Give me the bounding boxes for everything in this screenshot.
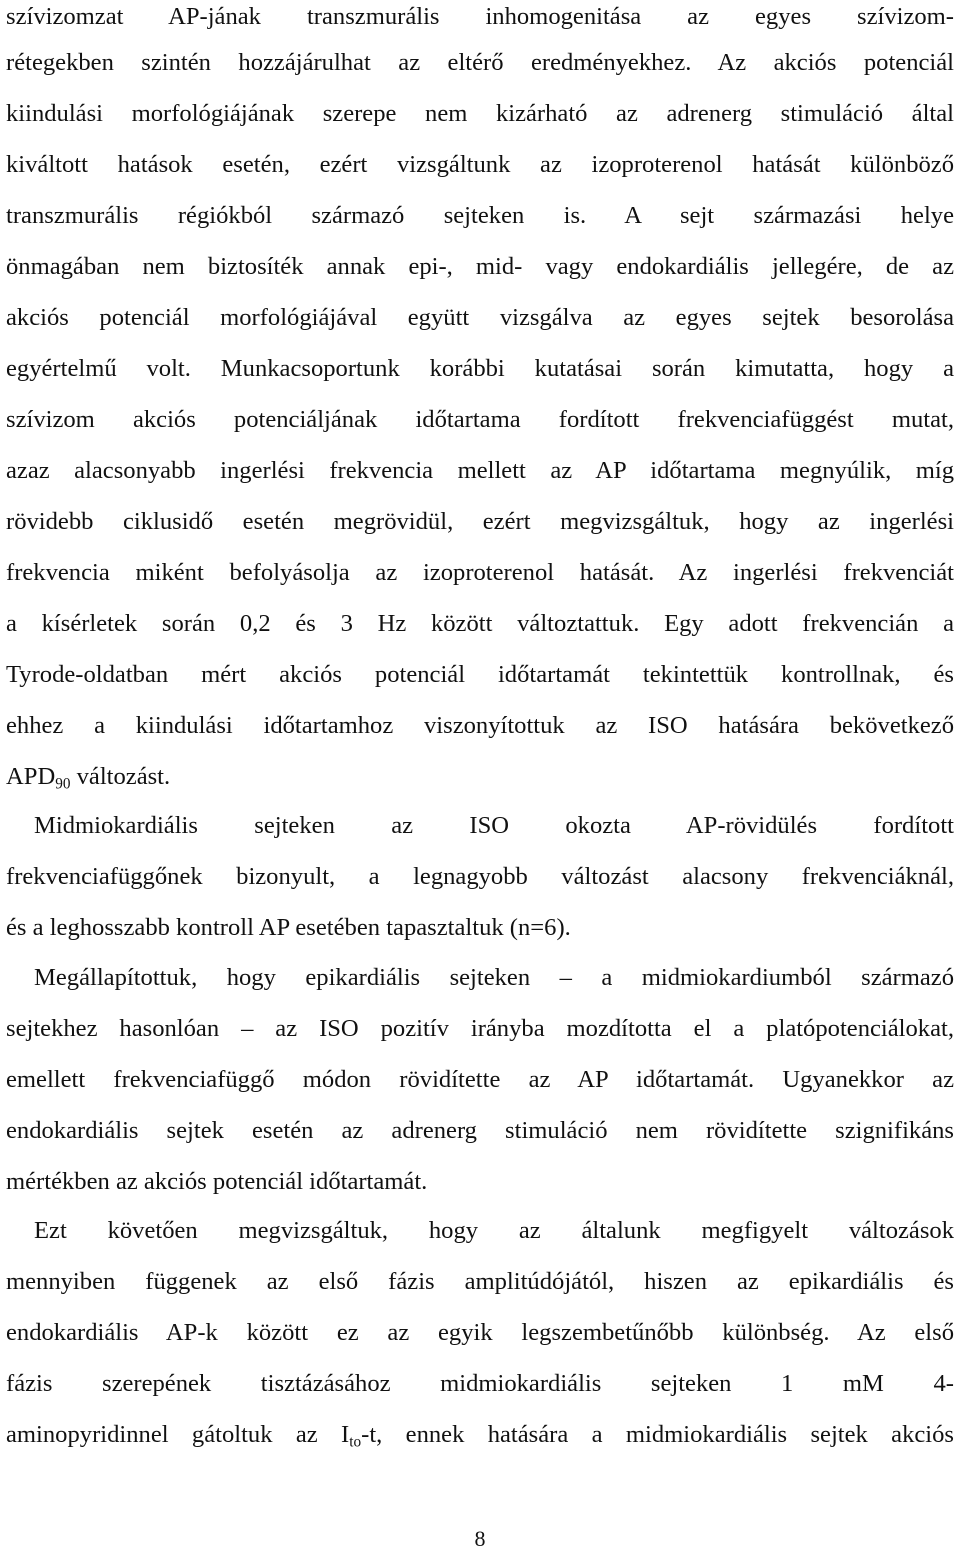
text-line: akciós potenciál morfológiájával együtt vizsgálva az egyes sejtek besorolása (6, 304, 954, 331)
text-line: és a leghosszabb kontroll AP esetében tapasztaltuk (n=6). (6, 914, 571, 941)
text-line: azaz alacsonyabb ingerlési frekvencia mellett az AP időtartama megnyúlik, míg (6, 457, 954, 484)
page-number: 8 (474, 1526, 486, 1551)
apd-subscript: 90 (55, 775, 71, 793)
text-line: a kísérletek során 0,2 és 3 Hz között változtattuk. Egy adott frekvencián a (6, 610, 954, 637)
apd-label: APD (6, 763, 56, 790)
text-line: endokardiális AP-k között ez az egyik legszembetűnőbb különbség. Az első (6, 1319, 954, 1346)
text-line: kiváltott hatások esetén, ezért vizsgáltunk az izoproterenol hatását különböző (6, 151, 954, 178)
text-line: frekvencia miként befolyásolja az izoproterenol hatását. Az ingerlési frekvenciát (6, 559, 954, 586)
text-line: rétegekben szintén hozzájárulhat az eltérő eredményekhez. Az akciós potenciál (6, 49, 954, 76)
text-line: szívizom akciós potenciáljának időtartama fordított frekvenciafüggést mutat, (6, 406, 954, 433)
text-line: fázis szerepének tisztázásához midmiokardiális sejteken 1 mM 4- (6, 1370, 954, 1397)
text-line (6, 760, 954, 794)
text-line: Megállapítottuk, hogy epikardiális sejteken – a midmiokardiumból származó (34, 964, 954, 991)
text-line: ehhez a kiindulási időtartamhoz viszonyítottuk az ISO hatására bekövetkező (6, 712, 954, 739)
text-line: rövidebb ciklusidő esetén megrövidül, ezért megvizsgáltuk, hogy az ingerlési (6, 508, 954, 535)
text-fragment: -t, ennek hatására a midmiokardiális sejtek akciós (361, 1421, 954, 1448)
text-line: mértékben az akciós potenciál időtartamát. (6, 1168, 428, 1195)
text-line: emellett frekvenciafüggő módon rövidítette az AP időtartamát. Ugyanekkor az (6, 1066, 954, 1093)
text-line: önmagában nem biztosíték annak epi-, mid- vagy endokardiális jellegére, de az (6, 253, 954, 280)
text-line: Tyrode-oldatban mért akciós potenciál időtartamát tekintettük kontrollnak, és (6, 661, 954, 688)
text-fragment: változást. (70, 763, 171, 790)
text-line: egyértelmű volt. Munkacsoportunk korábbi kutatásai során kimutatta, hogy a (6, 355, 954, 382)
text-line: frekvenciafüggőnek bizonyult, a legnagyobb változást alacsony frekvenciáknál, (6, 863, 954, 890)
text-line: Ezt követően megvizsgáltuk, hogy az általunk megfigyelt változások (34, 1217, 954, 1244)
ito-subscript: to (349, 1433, 362, 1451)
text-fragment: aminopyridinnel gátoltuk az I (6, 1421, 350, 1448)
text-line: endokardiális sejtek esetén az adrenerg stimuláció nem rövidítette szignifikáns (6, 1117, 954, 1144)
text-line: Midmiokardiális sejteken az ISO okozta AP-rövidülés fordított (34, 812, 954, 839)
text-line: transzmurális régiókból származó sejteken is. A sejt származási helye (6, 202, 954, 229)
text-line: kiindulási morfológiájának szerepe nem kizárható az adrenerg stimuláció által (6, 100, 954, 127)
text-line (6, 1418, 954, 1452)
text-line: sejtekhez hasonlóan – az ISO pozitív irányba mozdította el a platópotenciálokat, (6, 1015, 954, 1042)
text-line: mennyiben függenek az első fázis amplitúdójától, hiszen az epikardiális és (6, 1268, 954, 1295)
text-line: szívizomzat AP-jának transzmurális inhomogenitása az egyes szívizom- (6, 3, 954, 30)
